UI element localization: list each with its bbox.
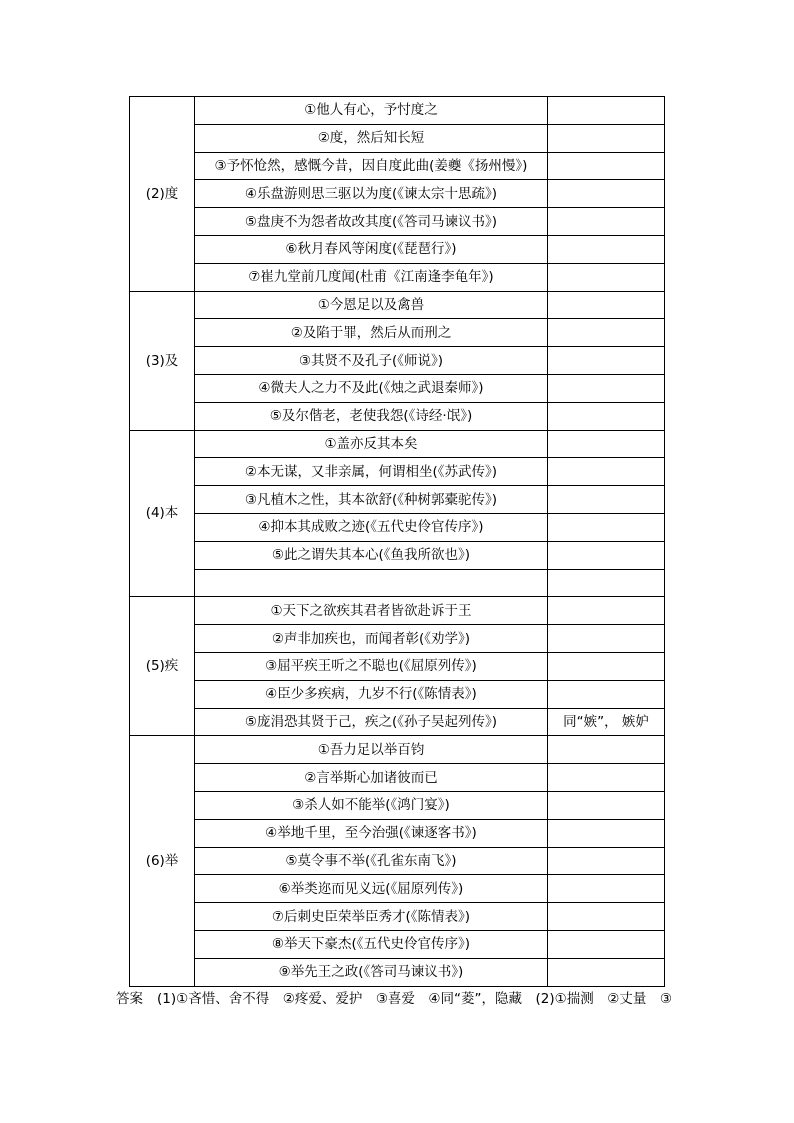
word-label-cell: (6)举 — [130, 736, 195, 986]
meaning-cell — [548, 597, 665, 625]
example-sentence-cell: ⑦后刺史臣荣举臣秀才(《陈情表》) — [195, 903, 548, 931]
table-row — [130, 875, 665, 903]
meaning-cell — [548, 263, 665, 291]
meaning-cell — [548, 124, 665, 152]
table-body — [130, 97, 665, 987]
meaning-cell — [548, 764, 665, 792]
meaning-cell — [548, 958, 665, 986]
meaning-cell — [548, 569, 665, 597]
example-sentence-cell: ②度，然后知长短 — [195, 124, 548, 152]
table-row — [130, 708, 665, 736]
example-sentence-cell: ②言举斯心加诸彼而已 — [195, 764, 548, 792]
table-row — [130, 680, 665, 708]
meaning-cell — [548, 152, 665, 180]
table-row — [130, 263, 665, 291]
word-label-cell: (3)及 — [130, 291, 195, 430]
meaning-cell — [548, 541, 665, 569]
example-sentence-cell: ③屈平疾王听之不聪也(《屈原列传》) — [195, 652, 548, 680]
example-sentence-cell: ③凡植木之性，其本欲舒(《种树郭橐驼传》) — [195, 486, 548, 514]
meaning-cell — [548, 430, 665, 458]
example-sentence-cell: ⑥举类迩而见义远(《屈原列传》) — [195, 875, 548, 903]
table-row — [130, 347, 665, 375]
table-row — [130, 819, 665, 847]
example-sentence-cell: ⑤莫令事不举(《孔雀东南飞》) — [195, 847, 548, 875]
table-row — [130, 569, 665, 597]
example-sentence-cell: ⑤盘庚不为怨者故改其度(《答司马谏议书》) — [195, 208, 548, 236]
table-row — [130, 847, 665, 875]
table-row — [130, 208, 665, 236]
example-sentence-cell: ④臣少多疾病，九岁不行(《陈情表》) — [195, 680, 548, 708]
table-row — [130, 513, 665, 541]
example-sentence-cell: ②声非加疾也，而闻者彰(《劝学》) — [195, 625, 548, 653]
meaning-cell — [548, 208, 665, 236]
meaning-cell — [548, 625, 665, 653]
example-sentence-cell: ③予怀怆然，感慨今昔，因自度此曲(姜夔《扬州慢》) — [195, 152, 548, 180]
meaning-cell — [548, 819, 665, 847]
meaning-cell — [548, 402, 665, 430]
meaning-cell — [548, 736, 665, 764]
example-sentence-cell: ①今恩足以及禽兽 — [195, 291, 548, 319]
example-sentence-cell: ①盖亦反其本矣 — [195, 430, 548, 458]
table-row — [130, 291, 665, 319]
example-sentence-cell: ②及陷于罪，然后从而刑之 — [195, 319, 548, 347]
meaning-cell — [548, 791, 665, 819]
meaning-cell — [548, 319, 665, 347]
meaning-cell — [548, 235, 665, 263]
table-row — [130, 152, 665, 180]
meaning-cell — [548, 847, 665, 875]
table-row — [130, 97, 665, 125]
table-row — [130, 791, 665, 819]
table-row — [130, 625, 665, 653]
table-row — [130, 402, 665, 430]
example-sentence-cell — [195, 569, 548, 597]
table-row — [130, 541, 665, 569]
vocabulary-table — [129, 96, 665, 987]
meaning-cell — [548, 652, 665, 680]
meaning-cell — [548, 875, 665, 903]
example-sentence-cell: ②本无谋，又非亲属，何谓相坐(《苏武传》) — [195, 458, 548, 486]
example-sentence-cell: ⑤此之谓失其本心(《鱼我所欲也》) — [195, 541, 548, 569]
answer-line — [116, 988, 686, 1010]
meaning-cell — [548, 374, 665, 402]
answer-label: 答案 — [116, 991, 143, 1007]
table-row — [130, 958, 665, 986]
table-row — [130, 652, 665, 680]
meaning-cell — [548, 97, 665, 125]
meaning-cell — [548, 680, 665, 708]
meaning-cell — [548, 180, 665, 208]
table-row — [130, 736, 665, 764]
answer-text: (1)①吝惜、舍不得 ②疼爱、爱护 ③喜爱 ④同“菱”，隐藏 (2)①揣测 ②丈量 ③ — [157, 991, 672, 1007]
example-sentence-cell: ④乐盘游则思三驱以为度(《谏太宗十思疏》) — [195, 180, 548, 208]
meaning-cell — [548, 513, 665, 541]
example-sentence-cell: ③杀人如不能举(《鸿门宴》) — [195, 791, 548, 819]
example-sentence-cell: ⑦崔九堂前几度闻(杜甫《江南逢李龟年》) — [195, 263, 548, 291]
example-sentence-cell: ①天下之欲疾其君者皆欲赴诉于王 — [195, 597, 548, 625]
example-sentence-cell: ①吾力足以举百钧 — [195, 736, 548, 764]
example-sentence-cell: ⑤及尔偕老，老使我怨(《诗经·氓》) — [195, 402, 548, 430]
table-row — [130, 319, 665, 347]
table-row — [130, 430, 665, 458]
example-sentence-cell: ⑨举先王之政(《答司马谏议书》) — [195, 958, 548, 986]
example-sentence-cell: ①他人有心，予忖度之 — [195, 97, 548, 125]
meaning-cell — [548, 930, 665, 958]
table-row — [130, 903, 665, 931]
example-sentence-cell: ⑧举天下豪杰(《五代史伶官传序》) — [195, 930, 548, 958]
table-row — [130, 930, 665, 958]
example-sentence-cell: ④微夫人之力不及此(《烛之武退秦师》) — [195, 374, 548, 402]
example-sentence-cell: ⑤庞涓恐其贤于己，疾之(《孙子吴起列传》) — [195, 708, 548, 736]
table-row — [130, 124, 665, 152]
table-row — [130, 458, 665, 486]
table-row — [130, 597, 665, 625]
meaning-cell — [548, 486, 665, 514]
meaning-cell — [548, 347, 665, 375]
word-label-cell: (2)度 — [130, 97, 195, 292]
table-row — [130, 180, 665, 208]
example-sentence-cell: ④举地千里，至今治强(《谏逐客书》) — [195, 819, 548, 847]
table-row — [130, 374, 665, 402]
word-label-cell: (5)疾 — [130, 597, 195, 736]
example-sentence-cell: ⑥秋月春风等闲度(《琵琶行》) — [195, 235, 548, 263]
table-row — [130, 486, 665, 514]
word-label-cell: (4)本 — [130, 430, 195, 597]
table-row — [130, 235, 665, 263]
meaning-cell — [548, 903, 665, 931]
meaning-cell: 同“嫉”， 嫉妒 — [548, 708, 665, 736]
table-row — [130, 764, 665, 792]
example-sentence-cell: ④抑本其成败之迹(《五代史伶官传序》) — [195, 513, 548, 541]
meaning-cell — [548, 458, 665, 486]
meaning-cell — [548, 291, 665, 319]
example-sentence-cell: ③其贤不及孔子(《师说》) — [195, 347, 548, 375]
